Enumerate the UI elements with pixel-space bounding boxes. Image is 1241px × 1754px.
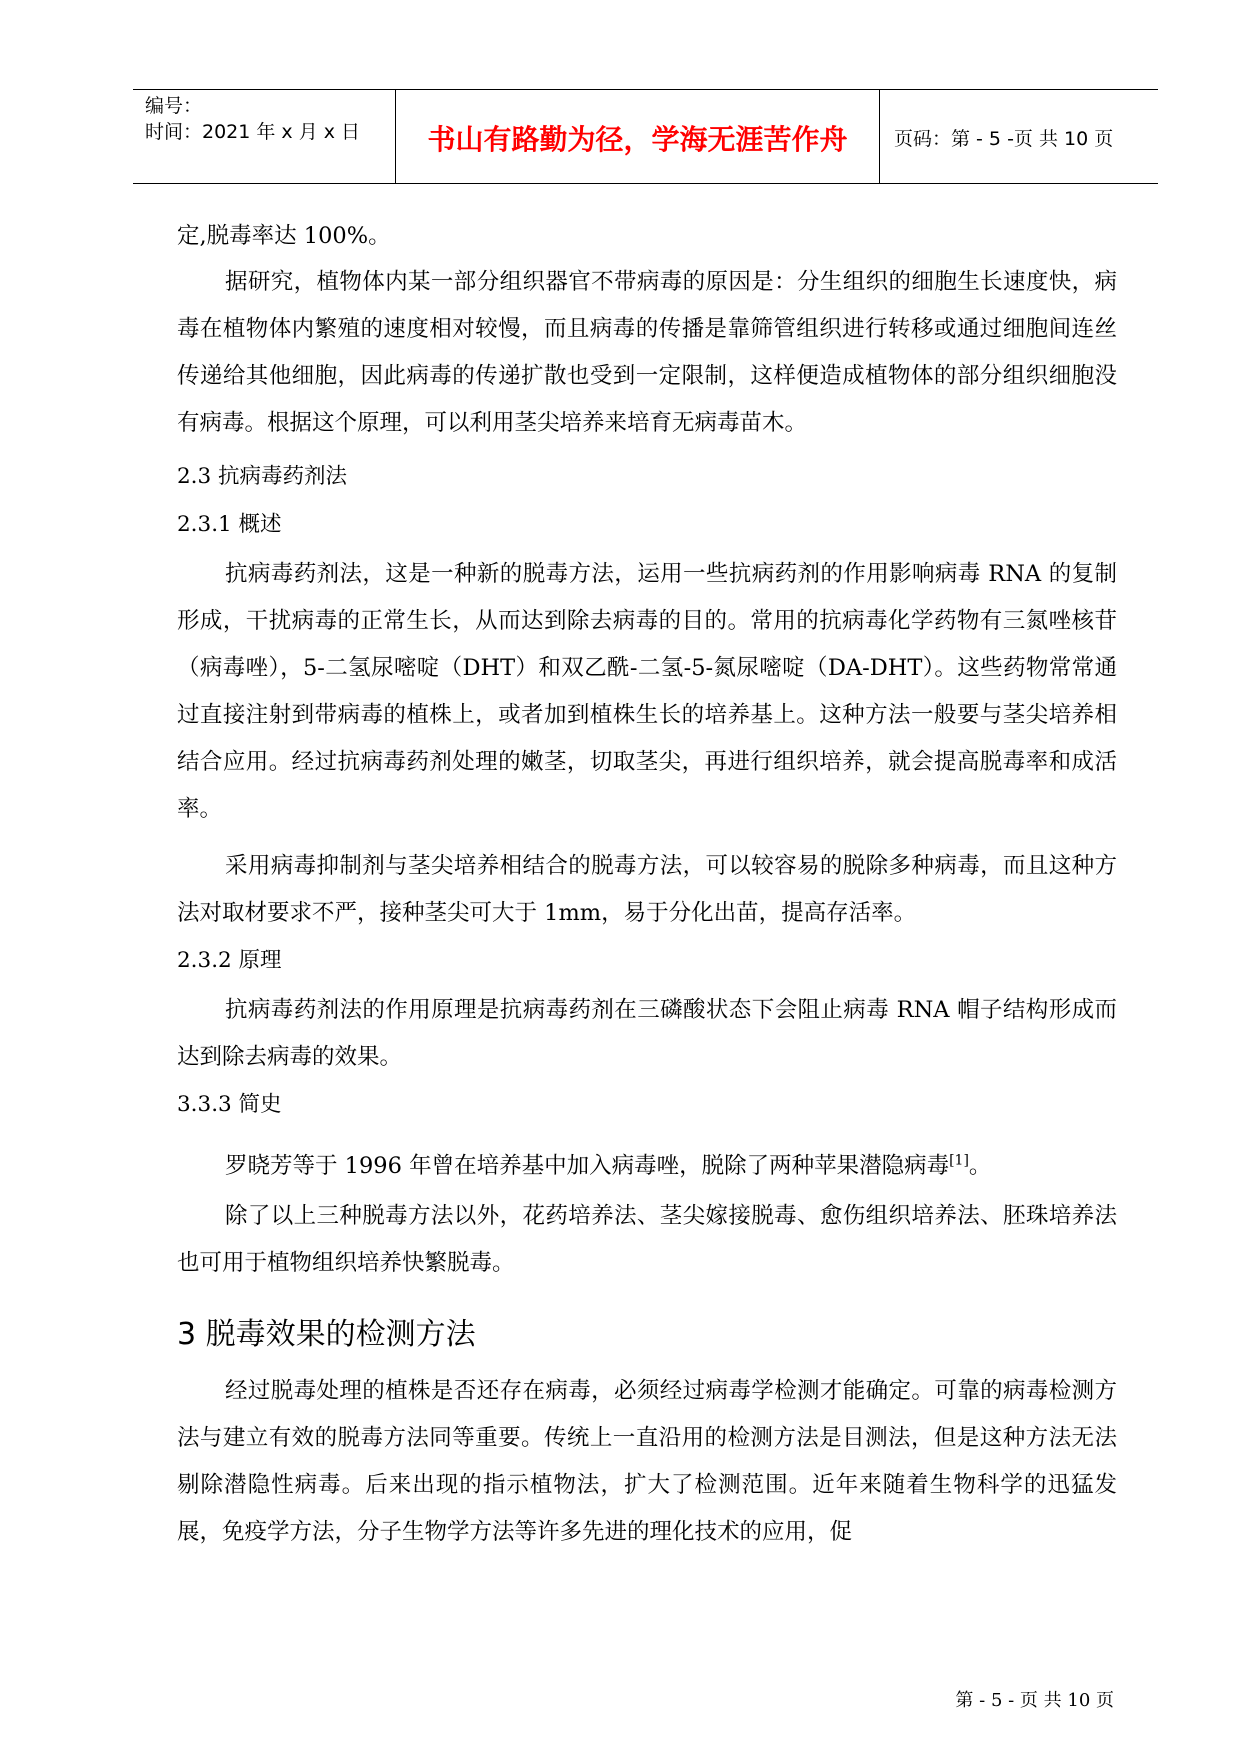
page-footer: 第 - 5 - 页 共 10 页	[955, 1690, 1114, 1711]
history-end: 。	[968, 1153, 992, 1179]
document-number-label: 编号：	[145, 95, 203, 117]
header-motto-cell	[395, 90, 880, 183]
paragraph-inhibitor: 采用病毒抑制剂与茎尖培养相结合的脱毒方法，可以较容易的脱除多种病毒，而且这种方法对取材要求不严，接种茎尖可大于 1mm，易于分化出苗，提高存活率。	[177, 853, 1117, 926]
history-text: 罗晓芳等于 1996 年曾在培养基中加入病毒唑，脱除了两种苹果潜隐病毒	[225, 1153, 950, 1179]
paragraph-overview: 抗病毒药剂法，这是一种新的脱毒方法，运用一些抗病药剂的作用影响病毒 RNA 的复制形成，干扰病毒的正常生长，从而达到除去病毒的目的。常用的抗病毒化学药物有三氮唑核苷（病毒唑），5-二氢尿嘧啶（DHT）和双乙酰-二氢-5-氮尿嘧啶（DA-DHT）。这些药物常常通过直接注射到带病毒的植株上，或者加到植株生长的培养基上。这种方法一般要与茎尖培养相结合应用。经过抗病毒药剂处理的嫩茎，切取茎尖，再进行组织培养，就会提高脱毒率和成活率。	[177, 561, 1117, 822]
page-header	[133, 89, 1158, 184]
heading-2-3-2: 2.3.2 原理	[177, 948, 282, 973]
header-page-cell	[880, 90, 1158, 183]
document-time-label: 时间：2021 年 x 月 x 日	[145, 121, 361, 143]
heading-3-3-3: 3.3.3 简史	[177, 1092, 282, 1117]
heading-2-3: 2.3 抗病毒药剂法	[177, 464, 348, 489]
paragraph-research: 据研究，植物体内某一部分组织器官不带病毒的原因是：分生组织的细胞生长速度快，病毒在植物体内繁殖的速度相对较慢，而且病毒的传播是靠筛管组织进行转移或通过细胞间连丝传递给其他细胞，因此病毒的传递扩散也受到一定限制，这样便造成植物体的部分组织细胞没有病毒。根据这个原理，可以利用茎尖培养来培育无病毒苗木。	[177, 269, 1117, 436]
paragraph-principle: 抗病毒药剂法的作用原理是抗病毒药剂在三磷酸状态下会阻止病毒 RNA 帽子结构形成而达到除去病毒的效果。	[177, 997, 1117, 1070]
header-meta-cell	[133, 90, 394, 183]
heading-2-3-1: 2.3.1 概述	[177, 512, 282, 537]
paragraph-continuation: 定,脱毒率达 100%。	[177, 223, 391, 249]
paragraph-history	[177, 1143, 1117, 1190]
header-page-info: 页码：第 - 5 -页 共 10 页	[894, 128, 1114, 150]
paragraph-other-methods: 除了以上三种脱毒方法以外，花药培养法、茎尖嫁接脱毒、愈伤组织培养法、胚珠培养法也可用于植物组织培养快繁脱毒。	[177, 1203, 1117, 1276]
heading-3: 3 脱毒效果的检测方法	[177, 1317, 476, 1352]
citation-ref[interactable]: [1]	[949, 1152, 969, 1169]
paragraph-detection: 经过脱毒处理的植株是否还存在病毒，必须经过病毒学检测才能确定。可靠的病毒检测方法与建立有效的脱毒方法同等重要。传统上一直沿用的检测方法是目测法，但是这种方法无法剔除潜隐性病毒。后来出现的指示植物法，扩大了检测范围。近年来随着生物科学的迅猛发展，免疫学方法，分子生物学方法等许多先进的理化技术的应用，促	[177, 1378, 1117, 1545]
header-motto: 书山有路勤为径，学海无涯苦作舟	[427, 123, 848, 156]
